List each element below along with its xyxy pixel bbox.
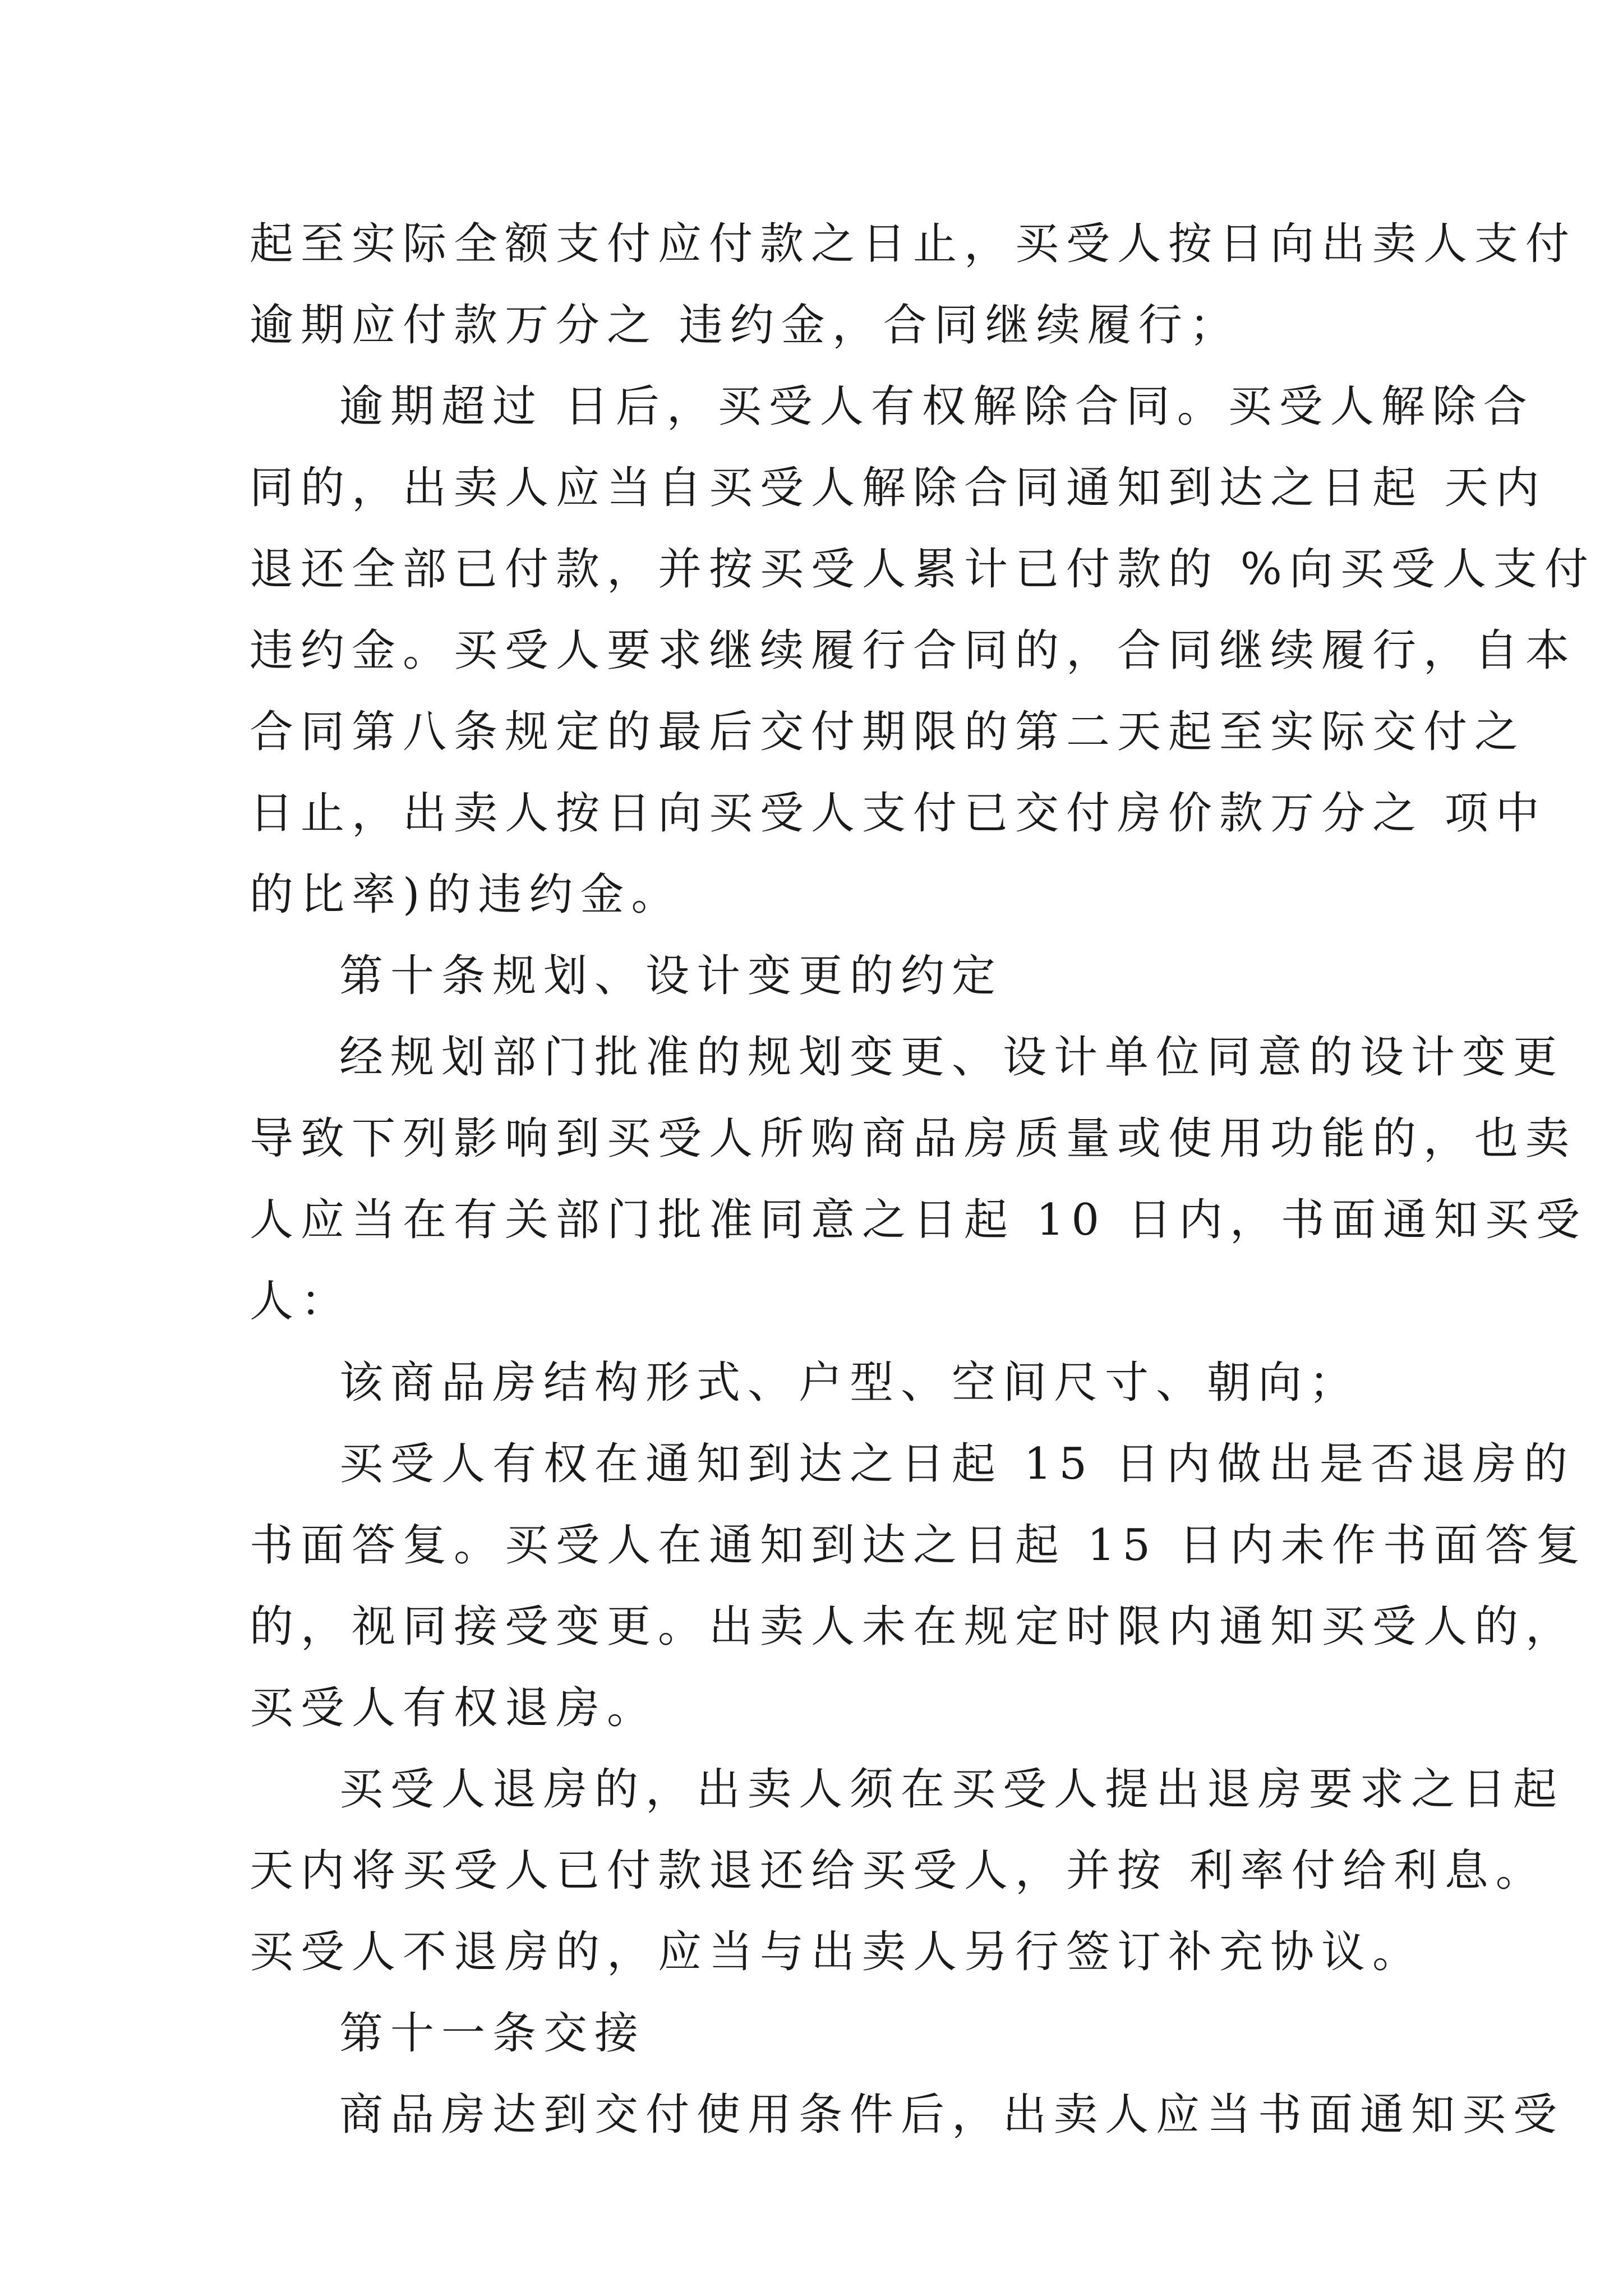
text-line: 逾期应付款万分之 违约金，合同继续履行； xyxy=(250,300,1241,351)
section-heading: 第十条规划、设计变更的约定 xyxy=(339,951,1003,1001)
section-heading: 第十一条交接 xyxy=(339,2008,646,2059)
text-line: 的，视同接受变更。出卖人未在规定时限内通知买受人的， xyxy=(250,1602,1577,1652)
text-line: 书面答复。买受人在通知到达之日起 15 日内未作书面答复 xyxy=(250,1520,1587,1571)
paragraph-start: 买受人有权在通知到达之日起 15 日内做出是否退房的 xyxy=(339,1439,1575,1489)
text-line: 买受人不退房的，应当与出卖人另行签订补充协议。 xyxy=(250,1927,1424,1977)
text-line: 同的，出卖人应当自买受人解除合同通知到达之日起 天内 xyxy=(250,463,1547,513)
text-line: 人应当在有关部门批准同意之日起 10 日内，书面通知买受 xyxy=(250,1195,1587,1245)
text-line: 的比率)的违约金。 xyxy=(250,869,683,920)
text-line: 导致下列影响到买受人所购商品房质量或使用功能的，也卖 xyxy=(250,1114,1577,1164)
paragraph-start: 经规划部门批准的规划变更、设计单位同意的设计变更 xyxy=(339,1032,1565,1083)
paragraph-start: 买受人退房的，出卖人须在买受人提出退房要求之日起 xyxy=(339,1764,1565,1815)
text-line: 违约金。买受人要求继续履行合同的，合同继续履行，自本 xyxy=(250,625,1577,676)
text-line: 起至实际全额支付应付款之日止，买受人按日向出卖人支付 xyxy=(250,219,1577,269)
paragraph-start: 该商品房结构形式、户型、空间尺寸、朝向； xyxy=(339,1358,1361,1408)
text-line: 日止，出卖人按日向买受人支付已交付房价款万分之 项中 xyxy=(250,788,1547,839)
text-line: 天内将买受人已付款退还给买受人，并按 利率付给利息。 xyxy=(250,1846,1547,1896)
paragraph-start: 逾期超过 日后，买受人有权解除合同。买受人解除合 xyxy=(339,381,1534,432)
text-line: 买受人有权退房。 xyxy=(250,1683,658,1733)
text-line: 退还全部已付款，并按买受人累计已付款的 %向买受人支付 xyxy=(250,544,1596,595)
text-line: 合同第八条规定的最后交付期限的第二天起至实际交付之 xyxy=(250,707,1526,757)
paragraph-start: 商品房达到交付使用条件后，出卖人应当书面通知买受 xyxy=(339,2090,1565,2140)
text-line: 人： xyxy=(250,1276,352,1327)
